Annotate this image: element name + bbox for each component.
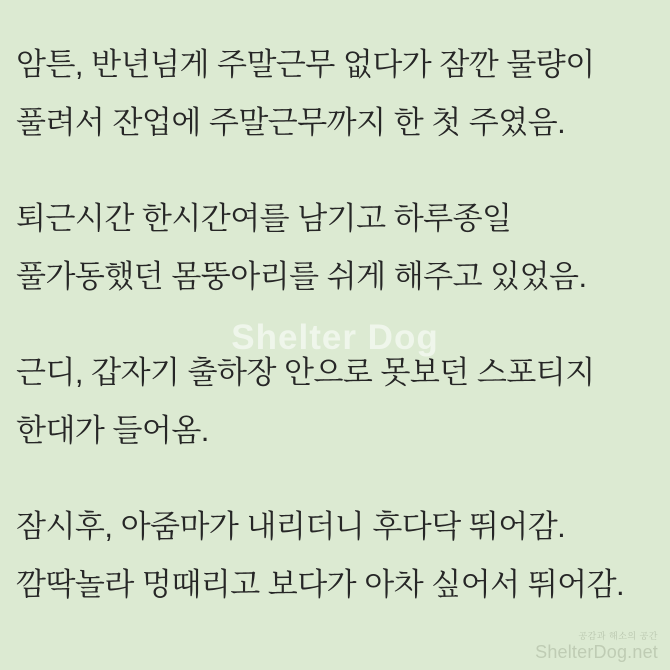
center-watermark: Shelter Dog <box>231 318 439 357</box>
story-text <box>16 36 660 652</box>
footer-site-name: ShelterDog.net <box>535 642 658 662</box>
story-line: 깜딱놀라 멍때리고 보다가 아차 싶어서 뛰어감. <box>16 567 625 602</box>
story-line: 풀려서 잔업에 주말근무까지 한 첫 주였음. <box>16 105 566 140</box>
story-line: 풀가동했던 몸뚱아리를 쉬게 해주고 있었음. <box>16 259 587 294</box>
story-line: 퇴근시간 한시간여를 남기고 하루종일 <box>16 201 512 236</box>
footer-tagline: 공감과 해소의 공간 <box>578 631 658 641</box>
paragraph-2 <box>16 190 660 306</box>
paragraph-1 <box>16 36 660 152</box>
story-line: 잠시후, 아줌마가 내리더니 후다닥 뛰어감. <box>16 509 566 544</box>
paragraph-3 <box>16 344 660 460</box>
story-line: 암튼, 반년넘게 주말근무 없다가 잠깐 물량이 <box>16 47 595 82</box>
paragraph-4 <box>16 498 660 614</box>
story-line: 근디, 갑자기 출하장 안으로 못보던 스포티지 <box>16 355 595 390</box>
story-line: 한대가 들어옴. <box>16 413 209 448</box>
